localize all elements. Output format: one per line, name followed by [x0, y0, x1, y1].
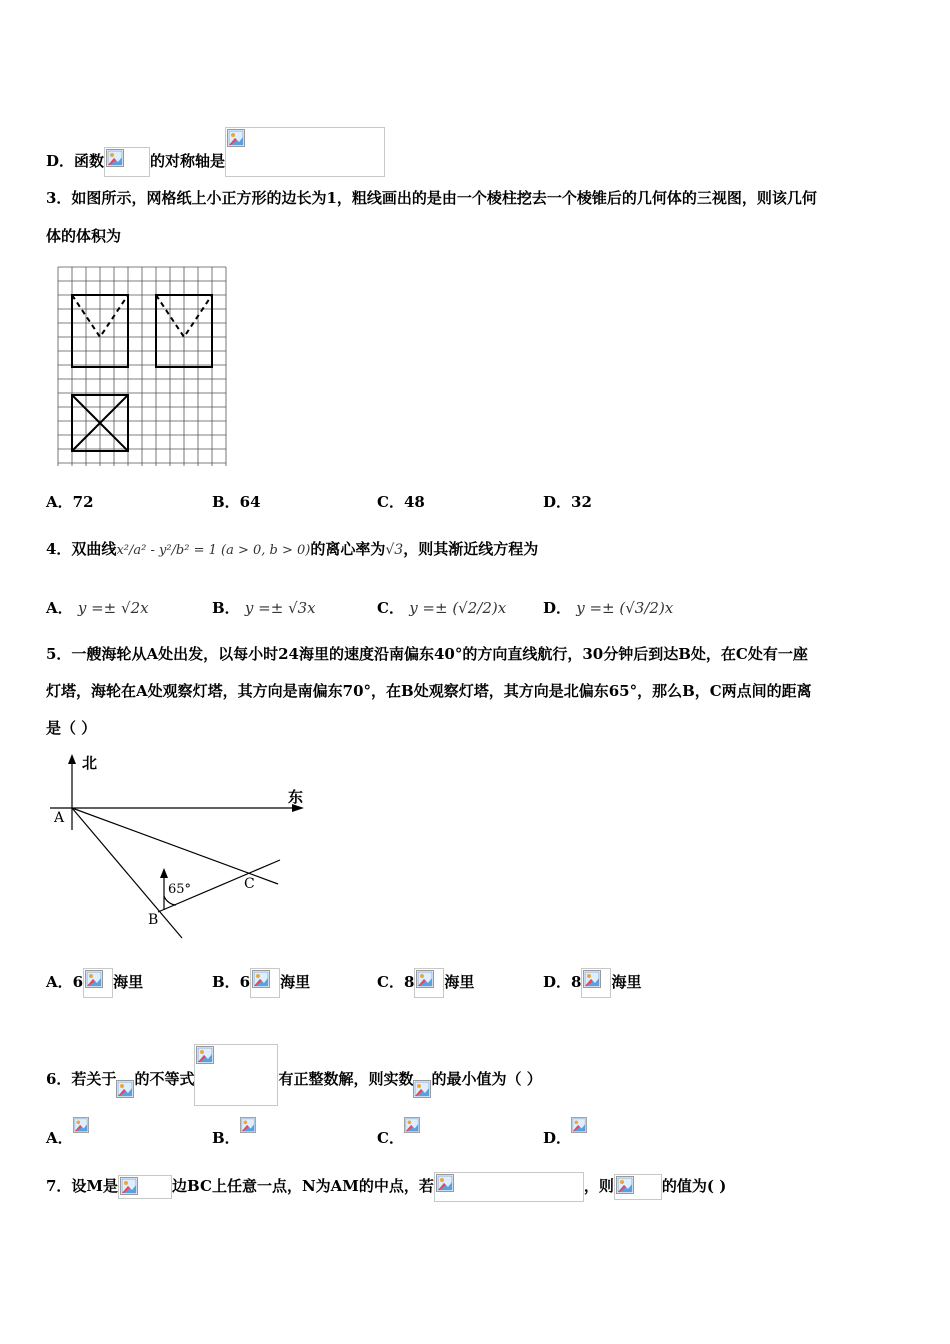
q4-option-d[interactable] [543, 597, 673, 618]
q5-option-a[interactable] [46, 968, 143, 998]
north-arrow-icon [68, 754, 76, 764]
broken-image-icon [413, 1078, 431, 1098]
q7-t1: 7．设M是 [46, 1177, 119, 1195]
q6-a-label: A． [46, 1129, 73, 1147]
three-view-grid-figure [56, 265, 230, 468]
q6-option-a[interactable] [46, 1115, 89, 1148]
broken-image-icon [250, 968, 280, 998]
q5-c-label: C．8 [377, 973, 415, 991]
broken-image-icon [116, 1078, 134, 1098]
q5-option-c[interactable] [377, 968, 474, 998]
q7-t4: 的值为( ) [661, 1177, 727, 1195]
q6-t4: 的最小值为（ ） [431, 1070, 542, 1088]
broken-image-icon [104, 147, 150, 177]
q5-d-label: D．8 [543, 973, 582, 991]
broken-image-icon [118, 1175, 172, 1199]
q6-t1: 6．若关于 [46, 1070, 117, 1088]
q4-c-label: C． [377, 599, 404, 617]
q3-stem-line1: 3．如图所示，网格纸上小正方形的边长为1，粗线画出的是由一个棱柱挖去一个棱锥后的几何体的三视图，则该几何 [46, 189, 817, 207]
sqrt3: √3 [385, 542, 404, 558]
q6-b-label: B． [212, 1129, 240, 1147]
label-north: 北 [82, 754, 98, 772]
broken-image-icon [404, 1115, 420, 1137]
q6-t3: 有正整数解，则实数 [278, 1070, 414, 1088]
q4-option-b[interactable] [212, 597, 316, 618]
q4-suffix: ，则其渐近线方程为 [403, 540, 539, 558]
q6-option-c[interactable] [377, 1115, 420, 1148]
broken-image-icon [240, 1115, 256, 1137]
q5-a-label: A．6 [46, 973, 84, 991]
q6-d-label: D． [543, 1129, 572, 1147]
q3-option-a[interactable]: A．72 [46, 493, 94, 511]
q4-a-expr: y =± √2x [77, 599, 149, 617]
q4-d-label: D． [543, 599, 572, 617]
q6-t2: 的不等式 [134, 1070, 195, 1088]
label-east: 东 [288, 788, 304, 806]
broken-image-icon [614, 1174, 662, 1200]
broken-image-icon [434, 1172, 584, 1202]
broken-image-icon [225, 127, 385, 177]
broken-image-icon [73, 1115, 89, 1137]
broken-image-icon [414, 968, 444, 998]
q5-stem-line1: 5．一艘海轮从A处出发，以每小时24海里的速度沿南偏东40°的方向直线航行，30分钟后到达B处，在C处有一座 [46, 645, 808, 663]
q5-stem-line3: 是（ ） [46, 719, 97, 737]
q6-stem [46, 1044, 542, 1106]
q5-b-unit: 海里 [280, 973, 311, 991]
q5-c-unit: 海里 [444, 973, 475, 991]
b-north-arrow-icon [160, 868, 168, 878]
q2-d-text: 的对称轴是 [150, 152, 226, 170]
angle-arc [164, 896, 176, 905]
label-angle: 65° [168, 882, 192, 897]
broken-image-icon [571, 1115, 587, 1137]
broken-image-icon [83, 968, 113, 998]
q4-b-expr: y =± √3x [244, 599, 316, 617]
q5-a-unit: 海里 [113, 973, 144, 991]
q6-c-label: C． [377, 1129, 404, 1147]
q3-option-d[interactable]: D．32 [543, 493, 592, 511]
label-c: C [244, 876, 255, 892]
q5-b-label: B．6 [212, 973, 251, 991]
q5-stem-line2: 灯塔，海轮在A处观察灯塔，其方向是南偏东70°，在B处观察灯塔，其方向是北偏东65°，那么B，C两点间的距离 [46, 682, 812, 700]
q3-option-c[interactable]: C．48 [377, 493, 425, 511]
q5-option-d[interactable] [543, 968, 641, 998]
q5-d-unit: 海里 [611, 973, 642, 991]
q2-d-label: D．函数 [46, 152, 105, 170]
q7-stem [46, 1172, 726, 1202]
q4-b-label: B． [212, 599, 240, 617]
q6-option-b[interactable] [212, 1115, 256, 1148]
q3-stem-line2: 体的体积为 [46, 227, 122, 245]
q5-option-b[interactable] [212, 968, 310, 998]
q4-d-expr: y =± (√3/2)x [576, 599, 674, 617]
broken-image-icon [194, 1044, 278, 1106]
q4-c-expr: y =± (√2/2)x [409, 599, 507, 617]
line-ac [72, 808, 278, 884]
q4-option-a[interactable] [46, 597, 149, 618]
q4-stem [46, 538, 538, 559]
label-a: A [54, 810, 65, 826]
q2-option-d [46, 127, 385, 177]
label-b: B [148, 912, 159, 928]
q4-option-c[interactable] [377, 597, 506, 618]
hyperbola-formula: x²/a² - y²/b² = 1 (a > 0, b > 0) [116, 543, 311, 558]
q4-mid: 的离心率为 [310, 540, 386, 558]
q4-prefix: 4．双曲线 [46, 540, 117, 558]
q7-t3: ，则 [583, 1177, 614, 1195]
q6-option-d[interactable] [543, 1115, 587, 1148]
broken-image-icon [581, 968, 611, 998]
navigation-figure [46, 750, 316, 945]
q3-option-b[interactable]: B．64 [212, 493, 261, 511]
q7-t2: 边BC上任意一点，N为AM的中点，若 [172, 1177, 434, 1195]
q4-a-label: A． [46, 599, 73, 617]
